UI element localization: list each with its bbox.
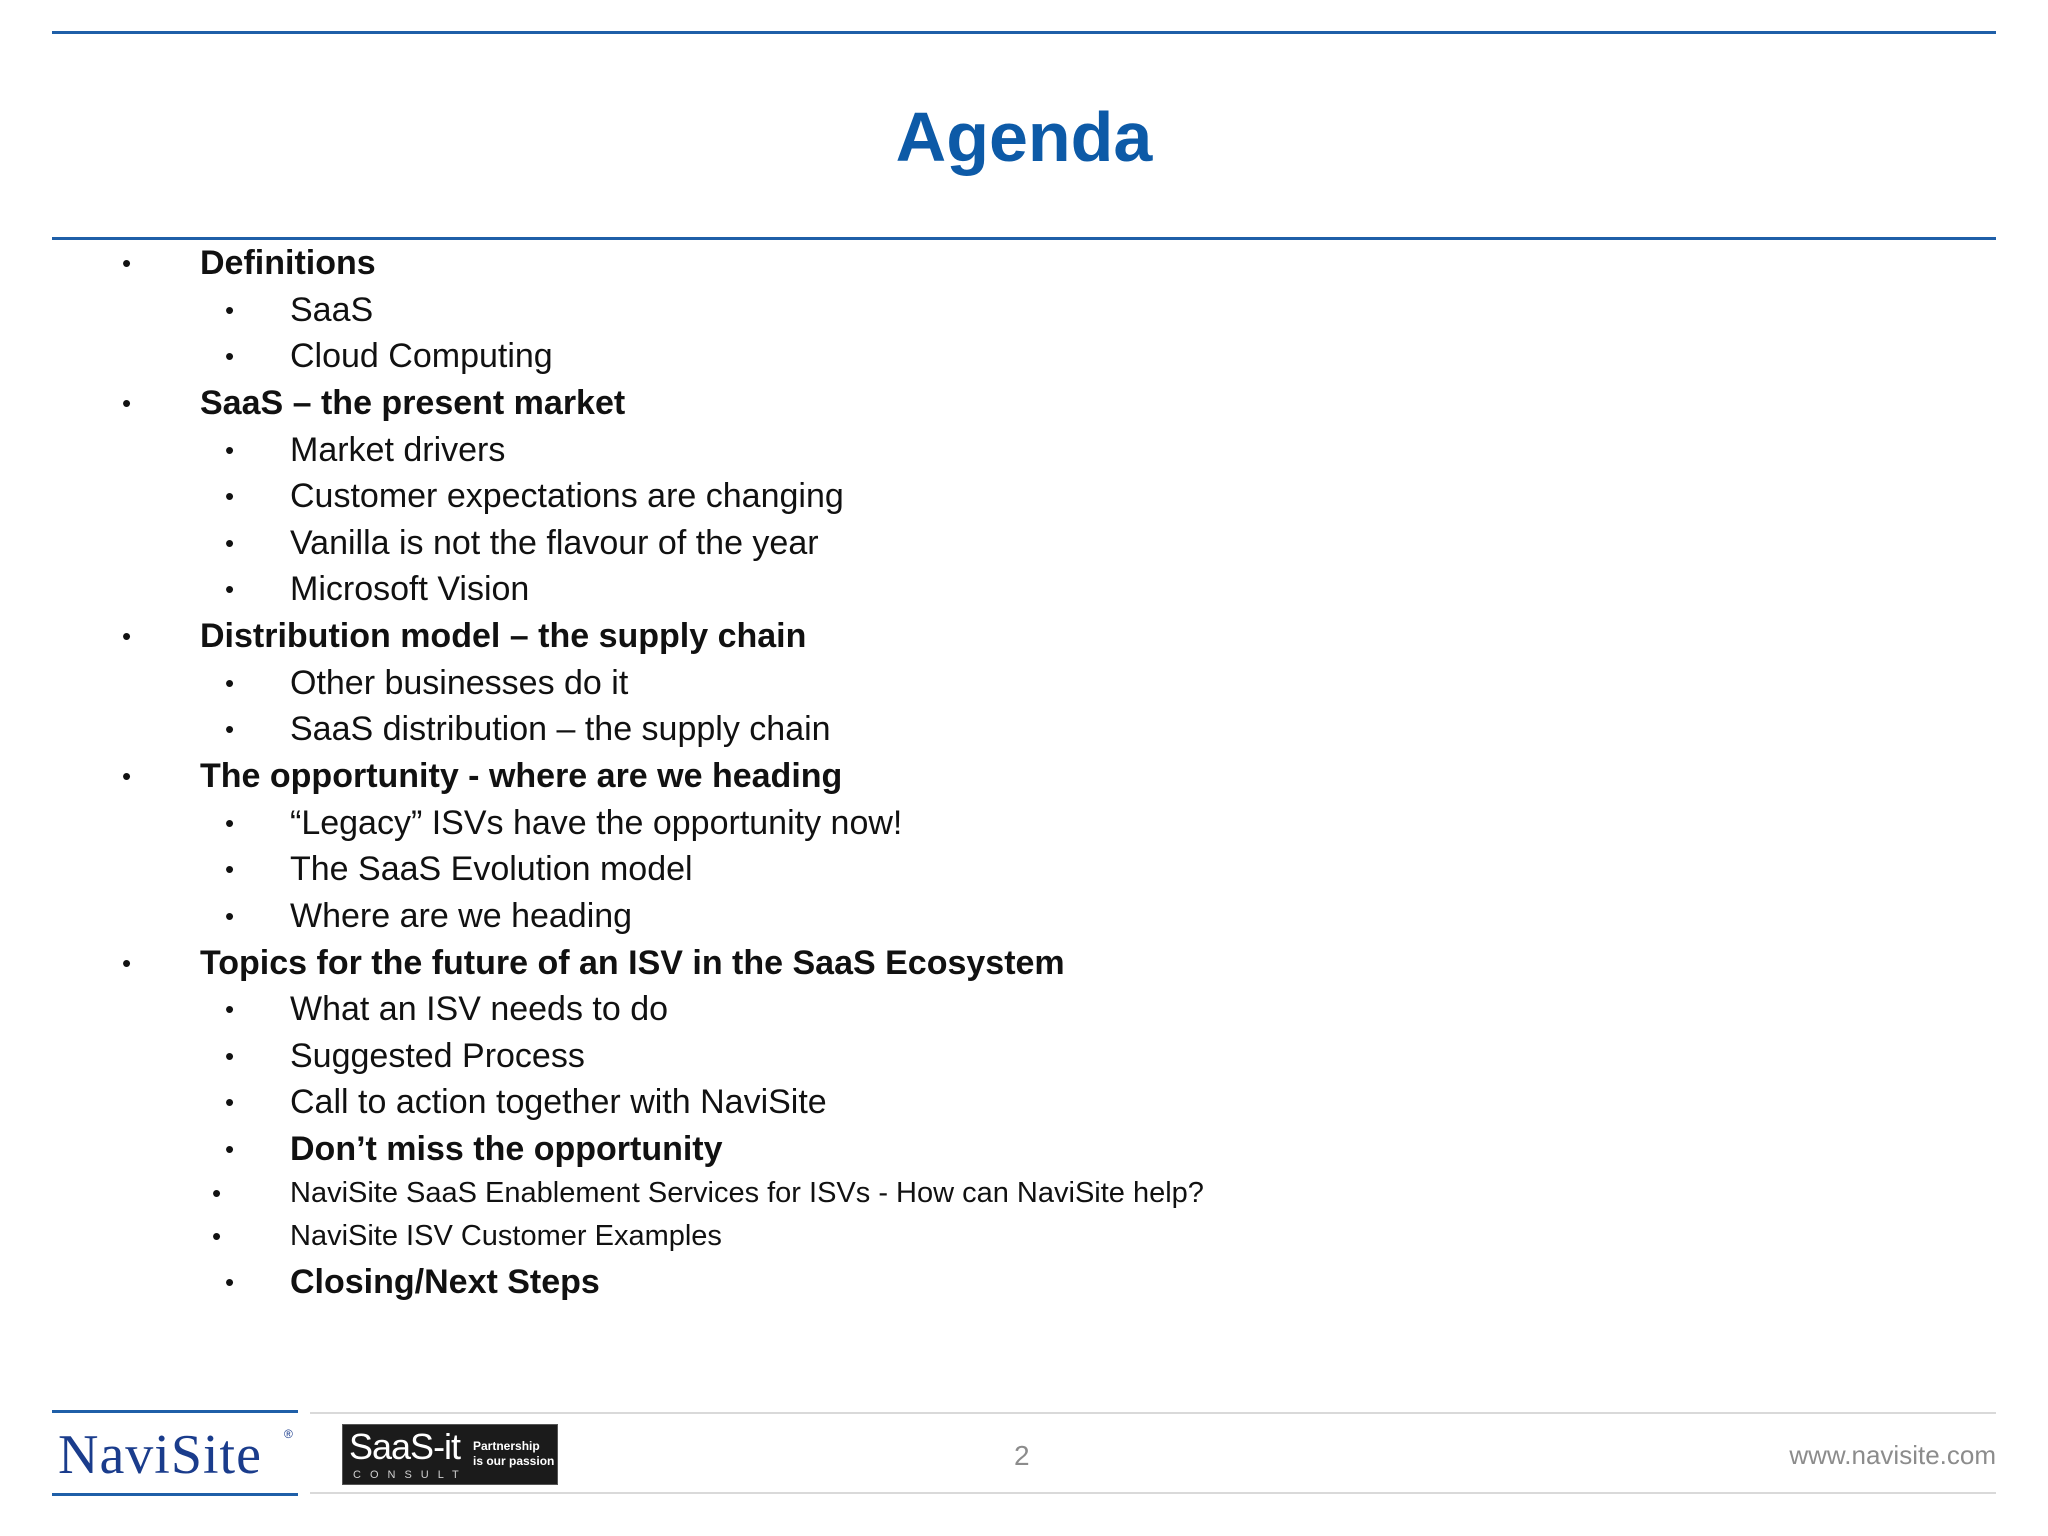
slide-title: Agenda	[895, 98, 1153, 176]
agenda-section-label: SaaS – the present market	[200, 384, 626, 422]
bullet-icon: •	[122, 621, 132, 651]
agenda-subitem-label: The SaaS Evolution model	[290, 850, 693, 888]
bullet-icon: •	[225, 295, 235, 325]
agenda-section-label: Distribution model – the supply chain	[200, 617, 807, 655]
bullet-icon: •	[225, 1041, 235, 1071]
agenda-subitem-label: Don’t miss the opportunity	[290, 1130, 723, 1168]
registered-mark: ®	[284, 1427, 293, 1441]
bullet-icon: •	[122, 248, 132, 278]
saasit-tagline-line1: Partnership	[473, 1439, 540, 1453]
bullet-icon: •	[212, 1178, 222, 1208]
agenda-subitem-label: Vanilla is not the flavour of the year	[290, 524, 819, 562]
bullet-icon: •	[122, 388, 132, 418]
saasit-logo	[342, 1424, 558, 1485]
agenda-subitem-label: Call to action together with NaviSite	[290, 1083, 827, 1121]
bullet-icon: •	[225, 574, 235, 604]
bullet-icon: •	[225, 994, 235, 1024]
bullet-icon: •	[225, 854, 235, 884]
agenda-section-label: Topics for the future of an ISV in the SaaS Ecosystem	[200, 944, 1065, 982]
bullet-icon: •	[225, 714, 235, 744]
agenda-subitem-label: What an ISV needs to do	[290, 990, 669, 1028]
agenda-subitem-label: SaaS distribution – the supply chain	[290, 710, 831, 748]
page-number: 2	[1014, 1440, 1030, 1471]
saasit-logo-tagline	[473, 1439, 554, 1469]
title-rule	[52, 237, 1996, 240]
bullet-icon: •	[225, 901, 235, 931]
footer-rule-top	[310, 1412, 1996, 1414]
agenda-section-label: Definitions	[200, 244, 376, 282]
footer-rule-bottom	[310, 1492, 1996, 1494]
bullet-icon: •	[225, 481, 235, 511]
agenda-subitem-label: NaviSite SaaS Enablement Services for ISVs - How can NaviSite help?	[290, 1177, 1204, 1209]
website-url: www.navisite.com	[1789, 1440, 1996, 1470]
bullet-icon: •	[225, 808, 235, 838]
bullet-icon: •	[225, 668, 235, 698]
agenda-subitem-label: Other businesses do it	[290, 664, 629, 702]
agenda-section-label: The opportunity - where are we heading	[200, 757, 843, 795]
agenda-subitem-label: Microsoft Vision	[290, 570, 530, 608]
agenda-subitem-label: Customer expectations are changing	[290, 477, 844, 515]
agenda-subitem-label: Where are we heading	[290, 897, 633, 935]
navisite-logo-text: NaviSite	[58, 1424, 262, 1486]
agenda-subitem-label: Suggested Process	[290, 1037, 585, 1075]
bullet-icon: •	[122, 948, 132, 978]
bullet-icon: •	[122, 761, 132, 791]
agenda-subitem-label: Market drivers	[290, 431, 506, 469]
agenda-subitem-label: Closing/Next Steps	[290, 1263, 600, 1301]
agenda-subitem-label: SaaS	[290, 291, 374, 329]
bullet-icon: •	[225, 435, 235, 465]
top-rule	[52, 31, 1996, 34]
agenda-subitem-label: Cloud Computing	[290, 337, 553, 375]
agenda-subitem-label: “Legacy” ISVs have the opportunity now!	[290, 804, 903, 842]
saasit-logo-subtext: CONSULT	[353, 1469, 468, 1481]
navisite-logo	[52, 1410, 298, 1496]
bullet-icon: •	[225, 1134, 235, 1164]
bullet-icon: •	[225, 341, 235, 371]
bullet-icon: •	[225, 528, 235, 558]
saasit-logo-text: SaaS-it	[349, 1426, 461, 1467]
bullet-icon: •	[212, 1221, 222, 1251]
agenda-subitem-label: NaviSite ISV Customer Examples	[290, 1220, 722, 1252]
saasit-tagline-line2: is our passion	[473, 1454, 555, 1468]
bullet-icon: •	[225, 1267, 235, 1297]
bullet-icon: •	[225, 1087, 235, 1117]
